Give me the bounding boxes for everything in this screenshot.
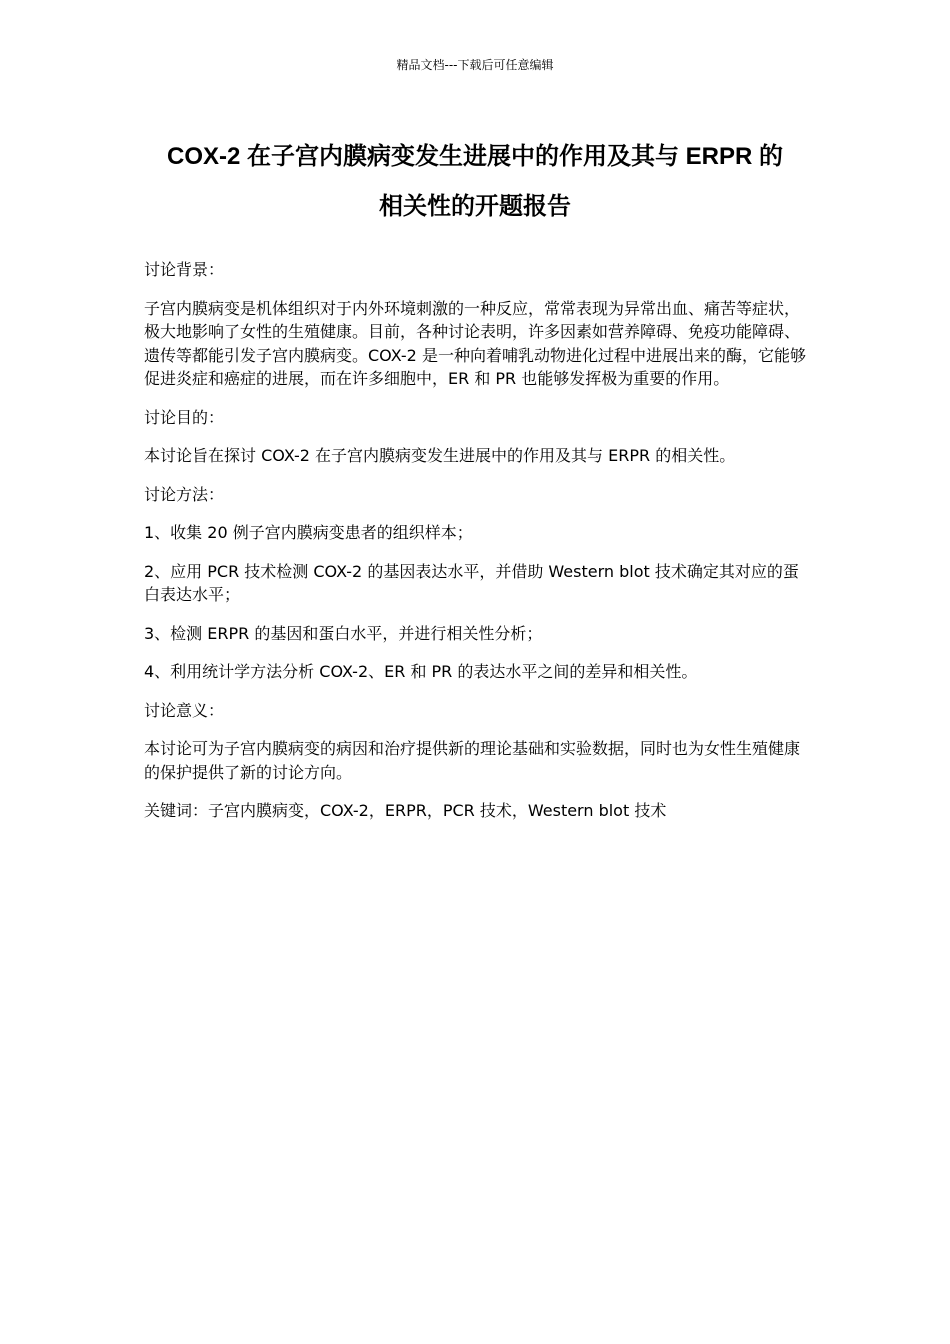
title-line-2: 相关性的开题报告	[379, 193, 571, 220]
header-note: 精品文档---下载后可任意编辑	[396, 58, 554, 72]
background-heading: 讨论背景：	[144, 260, 225, 279]
purpose-paragraph: 本讨论旨在探讨 COX-2 在子宫内膜病变发生进展中的作用及其与 ERPR 的相关性。	[144, 446, 736, 465]
purpose-heading: 讨论目的：	[144, 407, 225, 427]
background-paragraph: 子宫内膜病变是机体组织对于内外环境刺激的一种反应，常常表现为异常出血、痛苦等症状，极大地影响了女性的生殖健康。目前，各种讨论表明，许多因素如营养障碍、免疫功能障碍、遗传等都能引发子宫内膜病变。COX-2 是一种向着哺乳动物进化过程中进展出来的酶，它能够促进炎症和癌症的进展，而在许多细胞中，ER 和 PR 也能够发挥极为重要的作用。	[144, 298, 806, 388]
keywords-line: 关键词：子宫内膜病变，COX-2，ERPR，PCR 技术，Western blot 技术	[144, 801, 667, 820]
method-item-4: 4、利用统计学方法分析 COX-2、ER 和 PR 的表达水平之间的差异和相关性。	[144, 662, 698, 681]
page-title	[140, 132, 810, 232]
method-item-3: 3、检测 ERPR 的基因和蛋白水平，并进行相关性分析；	[144, 623, 543, 643]
method-item-2: 2、应用 PCR 技术检测 COX-2 的基因表达水平，并借助 Western blot 技术确定其对应的蛋白表达水平；	[144, 561, 799, 604]
method-item-1: 1、收集 20 例子宫内膜病变患者的组织样本；	[144, 523, 473, 542]
significance-paragraph: 本讨论可为子宫内膜病变的病因和治疗提供新的理论基础和实验数据，同时也为女性生殖健康的保护提供了新的讨论方向。	[144, 739, 801, 782]
significance-heading: 讨论意义：	[144, 700, 225, 720]
methods-heading: 讨论方法：	[144, 484, 225, 504]
document-body	[144, 258, 806, 838]
title-line-1: COX-2 在子宫内膜病变发生进展中的作用及其与 ERPR 的	[166, 143, 784, 170]
